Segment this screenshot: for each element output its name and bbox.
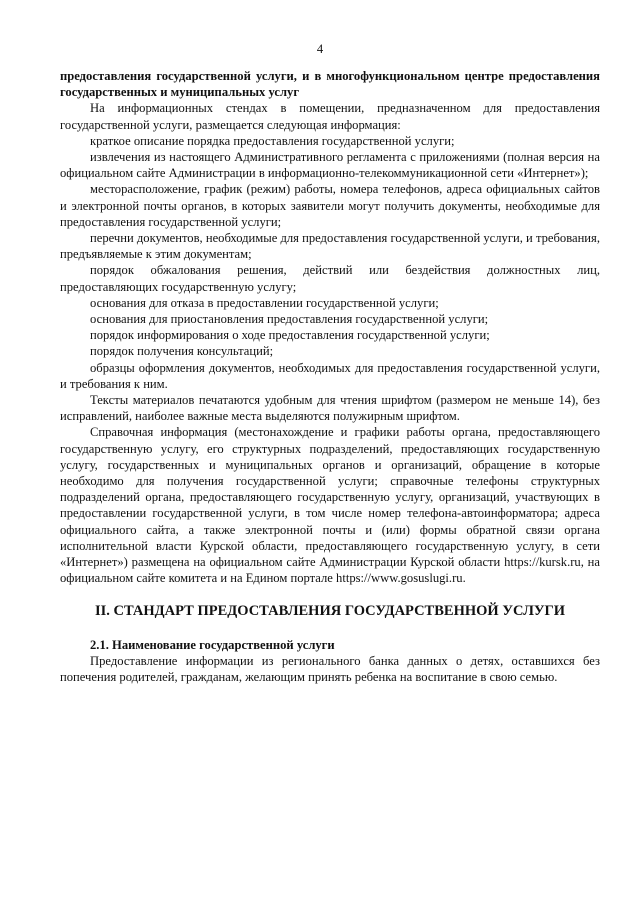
reference-paragraph: Справочная информация (местонахождение и графики работы органа, предоставляющего государственную услугу, его структурных подразделений, предоставляющих государственную услугу, государственных и муниципальных органов и организаций, обращение в которые необходимо для получения государственной услуги; справочные телефоны структурных подразделений органа, предоставляющего государственную услугу, организаций, участвующих в предоставлении государственной услуги, в том числе номер телефона-автоинформатора; адреса официального сайта, а также электронной почты и (или) формы обратной связи органа исполнительной власти Курской области, предоставляющего государственную услугу, в сети «Интернет») размещена на официальном сайте Администрации Курской области https://kursk.ru, на официальном сайте комитета и на Едином портале https://www.gosuslugi.ru. (60, 425, 600, 586)
list-item: основания для приостановления предоставления государственной услуги; (90, 312, 489, 327)
list-item: порядок получения консультаций; (90, 344, 274, 359)
list-item: основания для отказа в предоставлении государственной услуги; (90, 295, 439, 310)
subsection-paragraph: Предоставление информации из регионального банка данных о детях, оставшихся без попечения родителей, гражданам, желающим принять ребенка на воспитание в свою семью. (60, 653, 600, 685)
list-item: порядок обжалования решения, действий или бездействия должностных лиц, предоставляющих государственную услугу; (60, 263, 600, 294)
list-item: порядок информирования о ходе предоставления государственной услуги; (90, 328, 490, 343)
texts-paragraph: Тексты материалов печатаются удобным для чтения шрифтом (размером не меньше 14), без исправлений, наиболее важные места выделяются полужирным шрифтом. (60, 393, 600, 424)
document-body (60, 68, 600, 685)
page-number: 4 (316, 42, 324, 56)
intro-paragraph: На информационных стендах в помещении, предназначенном для предоставления государственной услуги, размещается следующая информация: (60, 101, 600, 132)
list-item: перечни документов, необходимые для предоставления государственной услуги, и требования, предъявляемые к этим документам; (60, 231, 600, 262)
heading-continuation: предоставления государственной услуги, и в многофункциональном центре предоставления государственных и муниципальных услуг (60, 69, 600, 100)
subsection-title: 2.1. Наименование государственной услуги (90, 637, 335, 652)
list-item: извлечения из настоящего Административного регламента с приложениями (полная версия на официальном сайте Администрации в информационно-телекоммуникационной сети «Интернет»); (60, 150, 600, 181)
list-item: образцы оформления документов, необходимых для предоставления государственной услуги, и требования к ним. (60, 360, 600, 391)
list-item: месторасположение, график (режим) работы, номера телефонов, адреса официальных сайтов и электронной почты органов, в которых заявители могут получить документы, необходимые для предоставления государственной услуги; (60, 182, 600, 229)
section-title: II. СТАНДАРТ ПРЕДОСТАВЛЕНИЯ ГОСУДАРСТВЕННОЙ УСЛУГИ (94, 602, 566, 619)
list-item: краткое описание порядка предоставления государственной услуги; (90, 133, 455, 148)
